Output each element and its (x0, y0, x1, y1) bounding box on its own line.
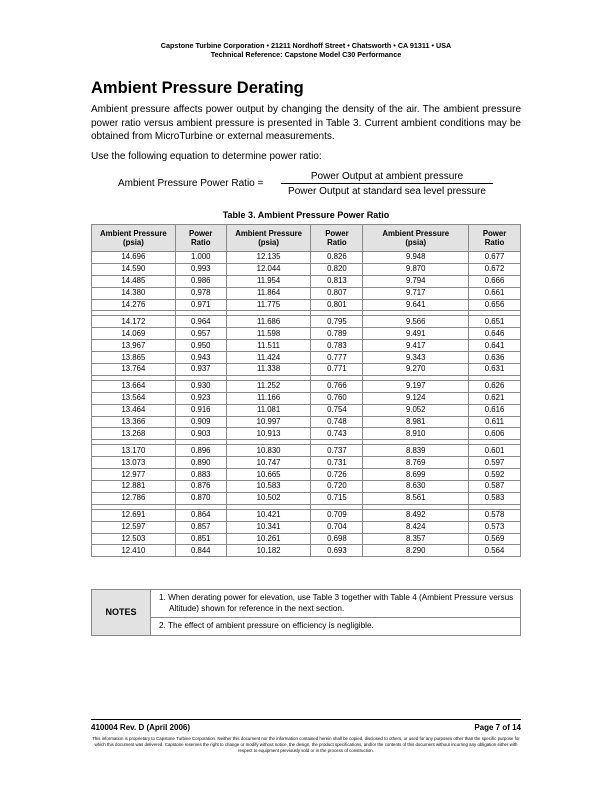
table-cell: 0.993 (175, 263, 226, 275)
table-cell: 0.883 (175, 469, 226, 481)
table-cell: 0.651 (469, 316, 521, 328)
table-cell: 0.583 (469, 492, 521, 504)
table-cell: 8.630 (363, 481, 469, 493)
table-row (92, 545, 521, 557)
table-cell: 0.693 (311, 545, 363, 557)
table-cell: 0.864 (175, 509, 226, 521)
table-cell: 9.491 (363, 328, 469, 340)
table-cell: 0.646 (469, 328, 521, 340)
table-cell: 0.726 (311, 469, 363, 481)
table-cell: 13.967 (92, 340, 176, 352)
table-cell: 13.464 (92, 404, 176, 416)
table-cell: 0.801 (311, 299, 363, 311)
table-cell: 0.743 (311, 428, 363, 440)
table-row (92, 263, 521, 275)
table-cell: 0.807 (311, 287, 363, 299)
table-row (92, 481, 521, 493)
table-cell: 9.948 (363, 252, 469, 264)
header-cell: Ambient Pressure (psia) (226, 225, 311, 252)
table-header-row (92, 225, 521, 252)
table-cell: 8.769 (363, 457, 469, 469)
table-cell: 10.665 (226, 469, 311, 481)
power-ratio-table (91, 224, 521, 557)
table-cell: 0.666 (469, 275, 521, 287)
table-cell: 9.417 (363, 340, 469, 352)
table-cell: 8.492 (363, 509, 469, 521)
table-cell: 0.698 (311, 533, 363, 545)
table-cell: 0.943 (175, 352, 226, 364)
table-cell: 0.641 (469, 340, 521, 352)
table-row (92, 509, 521, 521)
table-row (92, 275, 521, 287)
table-cell: 9.566 (363, 316, 469, 328)
table-cell: 0.876 (175, 481, 226, 493)
table-cell: 10.583 (226, 481, 311, 493)
table-cell: 13.764 (92, 364, 176, 376)
table-cell: 0.851 (175, 533, 226, 545)
header-cell: Ambient Pressure (psia) (92, 225, 176, 252)
table-row (92, 340, 521, 352)
table-row (92, 533, 521, 545)
table-cell: 0.916 (175, 404, 226, 416)
table-cell: 0.890 (175, 457, 226, 469)
table-cell: 9.343 (363, 352, 469, 364)
table-row (92, 416, 521, 428)
table-cell: 9.197 (363, 380, 469, 392)
table-cell: 0.564 (469, 545, 521, 557)
table-cell: 0.592 (469, 469, 521, 481)
table-cell: 9.870 (363, 263, 469, 275)
table-cell: 0.820 (311, 263, 363, 275)
table-cell: 14.380 (92, 287, 176, 299)
table-cell: 9.717 (363, 287, 469, 299)
table-cell: 0.760 (311, 392, 363, 404)
table-cell: 13.268 (92, 428, 176, 440)
table-cell: 0.709 (311, 509, 363, 521)
table-cell: 12.135 (226, 252, 311, 264)
header-cell: Power Ratio (469, 225, 521, 252)
table-cell: 0.677 (469, 252, 521, 264)
table-cell: 0.597 (469, 457, 521, 469)
table-cell: 0.626 (469, 380, 521, 392)
table-row (92, 392, 521, 404)
table-row (92, 428, 521, 440)
table-cell: 8.290 (363, 545, 469, 557)
table-row (92, 469, 521, 481)
table-cell: 0.777 (311, 352, 363, 364)
table-cell: 0.937 (175, 364, 226, 376)
table-cell: 12.786 (92, 492, 176, 504)
table-cell: 14.485 (92, 275, 176, 287)
equation-denominator: Power Output at standard sea level pressure (288, 186, 486, 197)
table-cell: 0.611 (469, 416, 521, 428)
header-cell: Power Ratio (175, 225, 226, 252)
table-row (92, 380, 521, 392)
table-cell: 9.124 (363, 392, 469, 404)
table-cell: 0.715 (311, 492, 363, 504)
header-cell: Ambient Pressure (psia) (363, 225, 469, 252)
table-cell: 12.044 (226, 263, 311, 275)
table-cell: 12.503 (92, 533, 176, 545)
table-cell: 9.641 (363, 299, 469, 311)
equation-intro-paragraph: Use the following equation to determine power ratio: (91, 151, 322, 162)
table-cell: 0.616 (469, 404, 521, 416)
note-item: 2. The effect of ambient pressure on efficiency is negligible. (151, 618, 521, 636)
table-cell: 10.421 (226, 509, 311, 521)
table-cell: 0.601 (469, 445, 521, 457)
table-cell: 0.748 (311, 416, 363, 428)
table-cell: 13.564 (92, 392, 176, 404)
table-cell: 10.502 (226, 492, 311, 504)
table-cell: 9.794 (363, 275, 469, 287)
table-cell: 11.686 (226, 316, 311, 328)
table-cell: 0.573 (469, 521, 521, 533)
intro-paragraph: Ambient pressure affects power output by changing the density of the air. The ambient pressure power ratio versus ambient pressure is presented in Table 3. Current ambient conditions may be obtained from MicroTurbine or external measurements. (91, 104, 521, 143)
table-cell: 0.606 (469, 428, 521, 440)
table-cell: 11.166 (226, 392, 311, 404)
table-cell: 8.699 (363, 469, 469, 481)
table-cell: 0.870 (175, 492, 226, 504)
page-number: Page 7 of 14 (474, 723, 521, 732)
table-caption: Table 3. Ambient Pressure Power Ratio (222, 210, 390, 220)
table-cell: 0.621 (469, 392, 521, 404)
table-row (92, 492, 521, 504)
table-cell: 8.561 (363, 492, 469, 504)
table-cell: 0.813 (311, 275, 363, 287)
table-cell: 14.696 (92, 252, 176, 264)
table-cell: 8.357 (363, 533, 469, 545)
table-row (92, 252, 521, 264)
table-cell: 11.864 (226, 287, 311, 299)
table-body (92, 252, 521, 557)
table-cell: 0.857 (175, 521, 226, 533)
table-cell: 0.950 (175, 340, 226, 352)
table-cell: 0.978 (175, 287, 226, 299)
table-cell: 0.964 (175, 316, 226, 328)
table-cell: 0.930 (175, 380, 226, 392)
table-cell: 0.766 (311, 380, 363, 392)
table-cell: 0.631 (469, 364, 521, 376)
table-cell: 0.569 (469, 533, 521, 545)
table-cell: 0.896 (175, 445, 226, 457)
table-cell: 11.511 (226, 340, 311, 352)
equation-label: Ambient Pressure Power Ratio = (118, 178, 264, 189)
table-cell: 0.923 (175, 392, 226, 404)
table-cell: 11.424 (226, 352, 311, 364)
table-row (92, 328, 521, 340)
table-cell: 0.909 (175, 416, 226, 428)
table-cell: 14.069 (92, 328, 176, 340)
table-cell: 10.341 (226, 521, 311, 533)
table-cell: 0.986 (175, 275, 226, 287)
section-title: Ambient Pressure Derating (91, 79, 304, 97)
table-cell: 14.172 (92, 316, 176, 328)
table-cell: 0.783 (311, 340, 363, 352)
table-cell: 14.590 (92, 263, 176, 275)
proprietary-disclaimer: This information is proprietary to Capstone Turbine Corporation. Neither this document nor the information contained herein shall be copied, disclosed to others, or used for any purposes other than the specific purpose for which this document was delivered. Capstone reserves the right to change or modify without notice, the design, the product specifications, and/or the contents of this document without incurring any obligation either with respect to equipment previously sold or in the process of construction. (92, 736, 520, 753)
table-cell: 0.578 (469, 509, 521, 521)
table-cell: 11.252 (226, 380, 311, 392)
table-cell: 1.000 (175, 252, 226, 264)
table-cell: 8.981 (363, 416, 469, 428)
document-revision: 410004 Rev. D (April 2006) (91, 723, 191, 732)
equation-numerator: Power Output at ambient pressure (281, 171, 493, 184)
table-cell: 11.775 (226, 299, 311, 311)
table-cell: 10.830 (226, 445, 311, 457)
notes-label: NOTES (92, 590, 151, 636)
table-cell: 10.261 (226, 533, 311, 545)
table-cell: 11.081 (226, 404, 311, 416)
notes-box (91, 589, 521, 636)
table-cell: 10.913 (226, 428, 311, 440)
table-cell: 12.597 (92, 521, 176, 533)
table-cell: 13.170 (92, 445, 176, 457)
table-cell: 12.691 (92, 509, 176, 521)
table-cell: 0.957 (175, 328, 226, 340)
table-row (92, 445, 521, 457)
table-cell: 0.661 (469, 287, 521, 299)
table-cell: 10.182 (226, 545, 311, 557)
table-cell: 9.270 (363, 364, 469, 376)
table-row (92, 404, 521, 416)
page-header (0, 41, 612, 59)
table-cell: 11.954 (226, 275, 311, 287)
table-cell: 12.881 (92, 481, 176, 493)
table-cell: 0.795 (311, 316, 363, 328)
table-cell: 9.052 (363, 404, 469, 416)
table-cell: 0.903 (175, 428, 226, 440)
table-cell: 12.977 (92, 469, 176, 481)
table-cell: 0.636 (469, 352, 521, 364)
power-ratio-equation (118, 170, 498, 202)
table-cell: 0.826 (311, 252, 363, 264)
table-cell: 11.598 (226, 328, 311, 340)
table-row (92, 316, 521, 328)
table-cell: 10.747 (226, 457, 311, 469)
table-cell: 0.587 (469, 481, 521, 493)
table-row (92, 299, 521, 311)
table-cell: 10.997 (226, 416, 311, 428)
table-cell: 14.276 (92, 299, 176, 311)
table-cell: 0.737 (311, 445, 363, 457)
table-cell: 8.424 (363, 521, 469, 533)
table-cell: 0.731 (311, 457, 363, 469)
table-cell: 13.073 (92, 457, 176, 469)
table-cell: 11.338 (226, 364, 311, 376)
table-cell: 13.664 (92, 380, 176, 392)
table-cell: 8.839 (363, 445, 469, 457)
table-cell: 13.366 (92, 416, 176, 428)
table-cell: 0.754 (311, 404, 363, 416)
table-row (92, 352, 521, 364)
table-cell: 0.656 (469, 299, 521, 311)
table-cell: 0.844 (175, 545, 226, 557)
table-cell: 13.865 (92, 352, 176, 364)
table-cell: 0.704 (311, 521, 363, 533)
table-cell: 0.971 (175, 299, 226, 311)
company-address-line: Capstone Turbine Corporation • 21211 Nordhoff Street • Chatsworth • CA 91311 • USA (160, 41, 452, 50)
header-cell: Power Ratio (311, 225, 363, 252)
table-row (92, 287, 521, 299)
table-cell: 8.910 (363, 428, 469, 440)
table-row (92, 457, 521, 469)
footer-divider (91, 719, 521, 720)
table-cell: 0.771 (311, 364, 363, 376)
document-reference-line: Technical Reference: Capstone Model C30 Performance (210, 50, 402, 59)
table-row (92, 364, 521, 376)
table-cell: 12.410 (92, 545, 176, 557)
table-row (92, 521, 521, 533)
table-cell: 0.789 (311, 328, 363, 340)
table-cell: 0.672 (469, 263, 521, 275)
table-cell: 0.720 (311, 481, 363, 493)
note-item: 1. When derating power for elevation, use Table 3 together with Table 4 (Ambient Pressure versus Altitude) shown for reference in the next section. (151, 590, 521, 618)
